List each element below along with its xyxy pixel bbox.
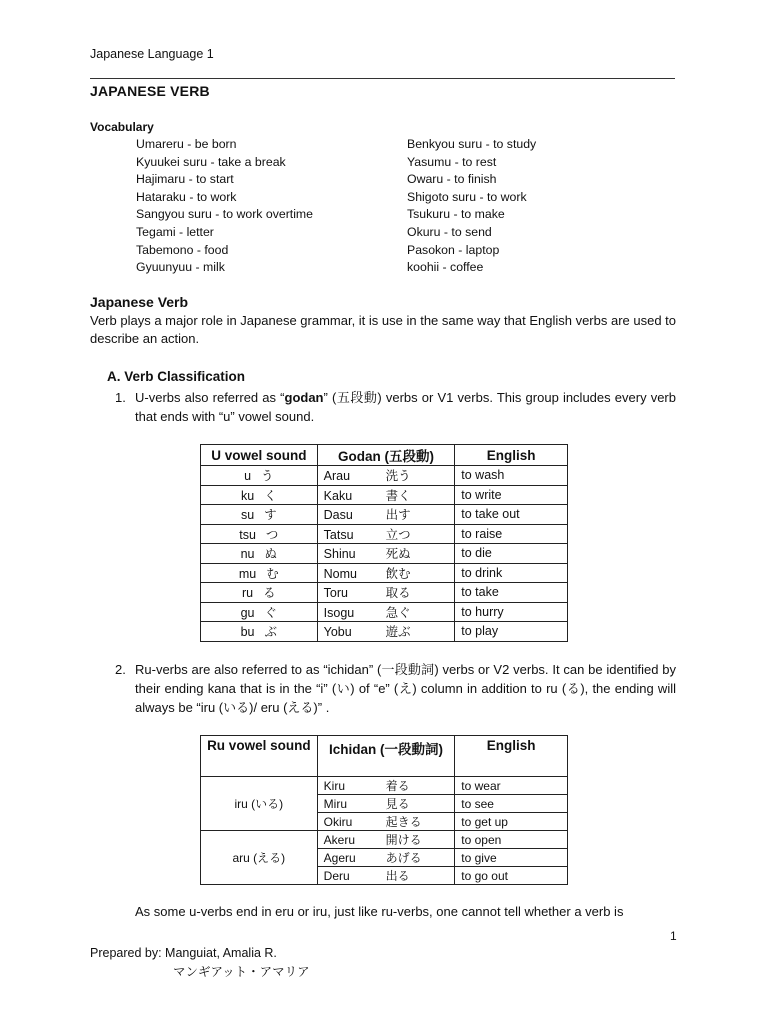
table-row: [201, 524, 568, 544]
vocab-item: Shigoto suru - to work: [407, 189, 527, 204]
verb-cell: [317, 867, 455, 885]
verb-cell: [317, 622, 455, 642]
vocabulary-list-right: [407, 136, 536, 277]
header-rule: [90, 78, 675, 79]
verb-romaji: Ageru: [323, 851, 356, 865]
verb-romaji: Dasu: [323, 508, 353, 523]
sound-kana: ぬ: [264, 547, 278, 562]
table-header-row: [201, 736, 568, 777]
table-row: [201, 622, 568, 642]
table-row: [201, 831, 568, 849]
verb-romaji: Toru: [323, 586, 348, 601]
ichidan-table: [200, 735, 568, 885]
column-header: English: [455, 445, 568, 466]
sound-kana: う: [261, 469, 274, 484]
sound-kana: く: [264, 488, 277, 503]
vocab-item: Sangyou suru - to work overtime: [136, 207, 314, 222]
sound-cell: [201, 505, 318, 525]
sound-group-cell: aru (える): [201, 831, 318, 885]
item-text: U-verbs also referred as “: [135, 390, 285, 405]
sound-group-cell: iru (いる): [201, 777, 318, 831]
sound-cell: [201, 622, 318, 642]
table-row: [201, 777, 568, 795]
verb-kana: 取る: [385, 586, 411, 601]
verb-kana: 書く: [385, 488, 411, 503]
classification-item-1: [135, 388, 676, 426]
verb-cell: [317, 563, 455, 583]
vocabulary-list-left: [136, 136, 313, 277]
column-header: Ru vowel sound: [201, 736, 318, 777]
column-header: Godan (五段動): [317, 445, 455, 466]
verb-romaji: Miru: [323, 797, 347, 811]
sound-cell: [201, 602, 318, 622]
vocab-item: Hajimaru - to start: [136, 172, 234, 187]
verb-kana: 見る: [385, 797, 410, 811]
sound-cell: [201, 563, 318, 583]
english-cell: to write: [455, 485, 568, 505]
column-header: Ichidan (一段動詞): [317, 736, 455, 777]
ichidan-table-body: [201, 777, 568, 885]
sound-romaji: ru: [242, 586, 254, 601]
english-cell: to wear: [455, 777, 568, 795]
prepared-by: Prepared by: Manguiat, Amalia R.: [90, 946, 277, 960]
verb-cell: [317, 485, 455, 505]
sound-romaji: gu: [240, 605, 255, 620]
verb-kana: 出る: [385, 869, 410, 883]
english-cell: to play: [455, 622, 568, 642]
vocab-item: Yasumu - to rest: [407, 154, 497, 169]
sound-romaji: bu: [240, 625, 255, 640]
english-cell: to get up: [455, 813, 568, 831]
verb-kana: 開ける: [385, 833, 422, 847]
classification-item-2: Ru-verbs are also referred to as “ichidan” (一段動詞) verbs or V2 verbs. It can be identified by their ending kana that is in the “i” (い) of “e” (え) column in addition to ru (る), the ending will always be “iru (いる)/ eru (える)” .: [135, 662, 676, 715]
verb-cell: [317, 795, 455, 813]
verb-kana: 着る: [385, 779, 410, 793]
sound-cell: [201, 583, 318, 603]
english-cell: to give: [455, 849, 568, 867]
verb-kana: 起きる: [385, 815, 422, 829]
sound-romaji: u: [244, 469, 252, 484]
sound-romaji: tsu: [239, 527, 256, 542]
verb-romaji: Yobu: [323, 625, 352, 640]
sound-romaji: ku: [240, 488, 255, 503]
english-cell: to take out: [455, 505, 568, 525]
vocab-item: koohii - coffee: [407, 260, 484, 275]
column-header: English: [455, 736, 568, 777]
vocab-item: Okuru - to send: [407, 224, 492, 239]
sound-romaji: su: [240, 508, 255, 523]
verb-romaji: Okiru: [323, 815, 353, 829]
sound-cell: [201, 524, 318, 544]
vocab-item: Umareru - be born: [136, 137, 237, 151]
verb-cell: [317, 505, 455, 525]
sound-kana: ぶ: [264, 625, 278, 640]
english-cell: to drink: [455, 563, 568, 583]
verb-cell: [317, 849, 455, 867]
classification-heading: A. Verb Classification: [107, 369, 246, 384]
list-number: 1.: [115, 390, 126, 405]
sound-cell: [201, 544, 318, 564]
table-header-row: [201, 445, 568, 466]
verb-romaji: Akeru: [323, 833, 356, 847]
table-row: [201, 505, 568, 525]
verb-kana: 洗う: [385, 469, 411, 484]
closing-paragraph: As some u-verbs end in eru or iru, just like ru-verbs, one cannot tell whether a verb is: [135, 904, 624, 919]
vocab-item: Tabemono - food: [136, 242, 229, 257]
verb-cell: [317, 831, 455, 849]
godan-table-body: [201, 466, 568, 642]
vocab-item: Benkyou suru - to study: [407, 137, 537, 151]
vocabulary-heading: Vocabulary: [90, 120, 154, 134]
sound-kana: む: [266, 566, 279, 581]
item-keyword: godan: [284, 390, 324, 405]
verb-cell: [317, 777, 455, 795]
verb-romaji: Kaku: [323, 488, 353, 503]
verb-romaji: Nomu: [323, 566, 357, 581]
english-cell: to take: [455, 583, 568, 603]
verb-cell: [317, 544, 455, 564]
vocab-item: Kyuukei suru - take a break: [136, 154, 286, 169]
verb-cell: [317, 466, 455, 486]
english-cell: to open: [455, 831, 568, 849]
sound-romaji: mu: [238, 566, 257, 581]
page-number: 1: [670, 929, 677, 943]
verb-romaji: Isogu: [323, 605, 355, 620]
verb-kana: 遊ぶ: [385, 625, 411, 640]
english-cell: to hurry: [455, 602, 568, 622]
vocab-item: Owaru - to finish: [407, 172, 497, 187]
table-row: [201, 466, 568, 486]
english-cell: to die: [455, 544, 568, 564]
verb-romaji: Deru: [323, 869, 350, 883]
english-cell: to wash: [455, 466, 568, 486]
list-number: 2.: [115, 662, 126, 677]
verb-romaji: Shinu: [323, 547, 356, 562]
vocab-item: Tsukuru - to make: [407, 207, 505, 222]
english-cell: to see: [455, 795, 568, 813]
prepared-by-katakana: マンギアット・アマリア: [173, 965, 310, 979]
english-cell: to raise: [455, 524, 568, 544]
english-cell: to go out: [455, 867, 568, 885]
table-row: [201, 544, 568, 564]
column-header: U vowel sound: [201, 445, 318, 466]
header-course: Japanese Language 1: [90, 47, 214, 61]
vocab-item: Pasokon - laptop: [407, 242, 500, 257]
table-row: [201, 485, 568, 505]
section-heading: Japanese Verb: [90, 294, 189, 310]
verb-kana: 急ぐ: [385, 605, 411, 620]
sound-kana: つ: [265, 527, 279, 542]
sound-kana: す: [264, 508, 277, 523]
verb-kana: 死ぬ: [385, 547, 411, 562]
verb-kana: 出す: [385, 508, 411, 523]
table-row: [201, 602, 568, 622]
verb-cell: [317, 813, 455, 831]
verb-cell: [317, 524, 455, 544]
verb-kana: 飲む: [385, 566, 411, 581]
verb-cell: [317, 583, 455, 603]
sound-romaji: nu: [240, 547, 255, 562]
sound-cell: [201, 485, 318, 505]
godan-table: [200, 444, 568, 642]
sound-kana: る: [263, 586, 276, 601]
item-text: ” (五段動) verbs or V1 verbs. This group includes every verb that ends with “u” vowel sound.: [135, 390, 676, 424]
table-row: [201, 583, 568, 603]
sound-cell: [201, 466, 318, 486]
table-row: [201, 563, 568, 583]
intro-paragraph: Verb plays a major role in Japanese grammar, it is use in the same way that English verbs are used to describe an action.: [90, 313, 677, 346]
sound-kana: ぐ: [264, 605, 278, 620]
vocab-item: Tegami - letter: [136, 224, 214, 239]
vocab-item: Hataraku - to work: [136, 189, 237, 204]
verb-kana: 立つ: [385, 527, 411, 542]
verb-cell: [317, 602, 455, 622]
page-title: JAPANESE VERB: [90, 83, 210, 99]
verb-romaji: Tatsu: [323, 527, 354, 542]
verb-romaji: Kiru: [323, 779, 345, 793]
verb-romaji: Arau: [323, 469, 351, 484]
vocab-item: Gyuunyuu - milk: [136, 260, 225, 275]
verb-kana: あげる: [385, 851, 422, 865]
